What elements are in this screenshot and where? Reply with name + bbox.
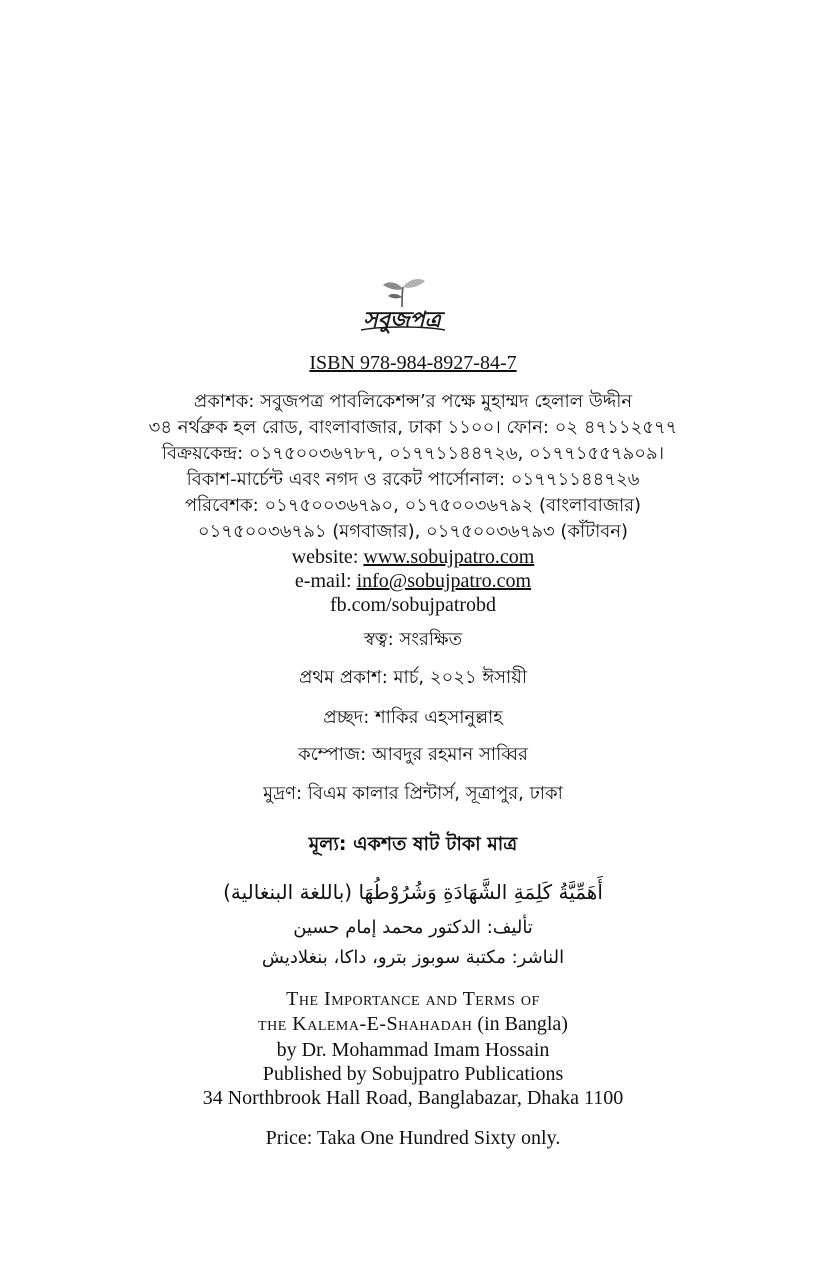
email-link[interactable]: info@sobujpatro.com <box>356 570 532 592</box>
publisher-line-1: প্রকাশক: সবুজপত্র পাবলিকেশন্স’র পক্ষে মুহাম্মদ হেলাল উদ্দীন <box>193 391 633 412</box>
arabic-title: أَهَمِّيَّةُ كَلِمَةِ الشَّهَادَةِ وَشُرُوْطُهَا (باللغة البنغالية) <box>223 880 603 904</box>
website-label: website: <box>291 546 364 568</box>
english-title-line-2 <box>40 1012 786 1036</box>
website-line <box>40 545 786 569</box>
english-publisher: Published by Sobujpatro Publications <box>262 1063 564 1085</box>
isbn-text: ISBN 978-984-8927-84-7 <box>309 352 517 374</box>
copyright: স্বত্ব: সংরক্ষিত <box>363 629 463 650</box>
english-address: 34 Northbrook Hall Road, Banglabazar, Dhaka 1100 <box>202 1087 624 1109</box>
arabic-publisher: الناشر: مكتبة سوبوز بترو، داكا، بنغلاديش <box>261 947 565 968</box>
facebook-line: fb.com/sobujpatrobd <box>329 594 497 616</box>
logo-text: সবুজপত্র <box>363 308 441 333</box>
publisher-line-5: পরিবেশক: ০১৭৫০০৩৬৭৯০, ০১৭৫০০৩৬৭৯২ (বাংলাবাজার) <box>184 495 642 516</box>
first-edition: প্রথম প্রকাশ: মার্চ, ২০২১ ঈসায়ী <box>299 667 527 688</box>
arabic-author: تأليف: الدكتور محمد إمام حسين <box>293 917 533 938</box>
english-title-line-1: The Importance and Terms of <box>286 988 540 1010</box>
price-bn: মূল্য: একশত ষাট টাকা মাত্র <box>308 833 518 855</box>
website-link[interactable]: www.sobujpatro.com <box>363 546 535 568</box>
english-price: Price: Taka One Hundred Sixty only. <box>265 1127 561 1149</box>
leaf-sprout-icon <box>383 279 425 307</box>
publisher-line-2: ৩৪ নর্থব্রুক হল রোড, বাংলাবাজার, ঢাকা ১১০০। ফোন: ০২ ৪৭১১২৫৭৭ <box>148 417 678 438</box>
email-label: e-mail: <box>294 570 357 592</box>
publisher-logo <box>353 277 451 339</box>
email-line <box>40 569 786 593</box>
cover-credit: প্রচ্ছদ: শাকির এহসানুল্লাহ <box>323 707 503 728</box>
english-author: by Dr. Mohammad Imam Hossain <box>276 1039 550 1061</box>
publisher-line-3: বিক্রয়কেন্দ্র: ০১৭৫০০৩৬৭৮৭, ০১৭৭১১৪৪৭২৬, ০১৭৭১৫৫৭৯০৯। <box>161 443 665 464</box>
publisher-line-4: বিকাশ-মার্চেন্ট এবং নগদ ও রকেট পার্সোনাল: ০১৭৭১১৪৪৭২৬ <box>186 469 640 490</box>
publisher-line-6: ০১৭৫০০৩৬৭৯১ (মগবাজার), ০১৭৫০০৩৬৭৯৩ (কাঁটাবন) <box>197 521 629 542</box>
isbn <box>40 351 786 375</box>
english-title-sc: the Kalema-E-Shahadah <box>258 1013 473 1035</box>
english-title-tail: (in Bangla) <box>472 1013 568 1035</box>
compose-credit: কম্পোজ: আবদুর রহমান সাব্বির <box>298 744 528 765</box>
print-credit: মুদ্রণ: বিএম কালার প্রিন্টার্স, সূত্রাপুর, ঢাকা <box>263 783 563 804</box>
